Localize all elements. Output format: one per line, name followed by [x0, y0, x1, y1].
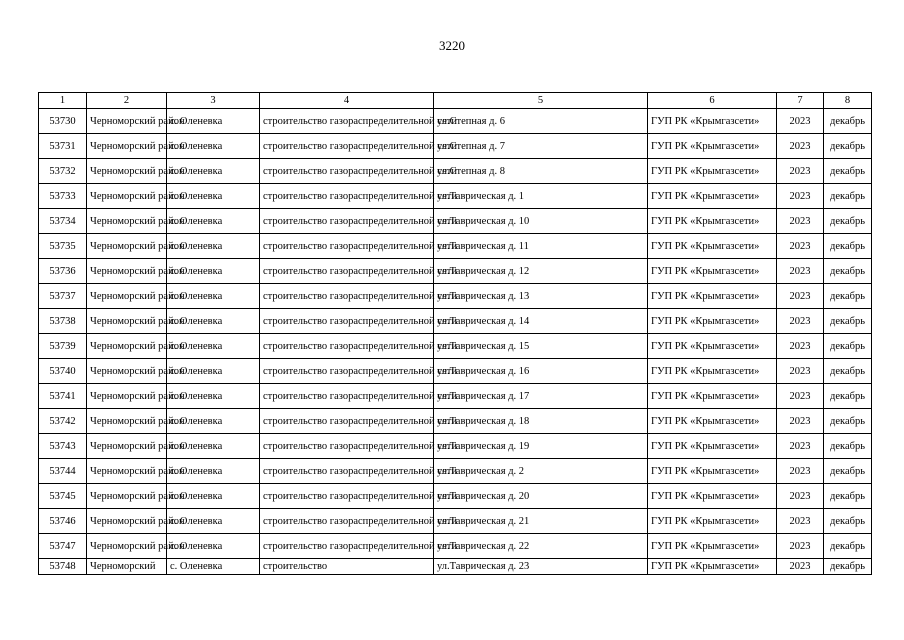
row-number-cell: 53739	[39, 334, 87, 359]
work-type-cell: строительство газораспределительной сети	[260, 184, 434, 209]
address-cell: ул.Таврическая д. 13	[434, 284, 648, 309]
organization-cell: ГУП РК «Крымгазсети»	[648, 259, 777, 284]
organization-cell: ГУП РК «Крымгазсети»	[648, 384, 777, 409]
table-row	[39, 184, 872, 209]
year-cell: 2023	[777, 459, 824, 484]
row-number-cell: 53738	[39, 309, 87, 334]
address-cell: ул.Таврическая д. 22	[434, 534, 648, 559]
address-cell: ул.Степная д. 6	[434, 109, 648, 134]
district-cell: Черноморский район	[87, 209, 167, 234]
table-row	[39, 234, 872, 259]
organization-cell: ГУП РК «Крымгазсети»	[648, 309, 777, 334]
district-cell: Черноморский район	[87, 109, 167, 134]
district-cell: Черноморский район	[87, 334, 167, 359]
year-cell: 2023	[777, 234, 824, 259]
address-cell: ул.Таврическая д. 1	[434, 184, 648, 209]
village-cell: с. Оленевка	[167, 184, 260, 209]
address-cell: ул.Таврическая д. 20	[434, 484, 648, 509]
village-cell: с. Оленевка	[167, 134, 260, 159]
district-cell: Черноморский район	[87, 409, 167, 434]
district-cell: Черноморский район	[87, 509, 167, 534]
month-cell: декабрь	[824, 534, 872, 559]
work-type-cell: строительство газораспределительной сети	[260, 309, 434, 334]
column-header: 6	[648, 93, 777, 109]
organization-cell: ГУП РК «Крымгазсети»	[648, 134, 777, 159]
year-cell: 2023	[777, 284, 824, 309]
address-cell: ул.Таврическая д. 16	[434, 359, 648, 384]
organization-cell: ГУП РК «Крымгазсети»	[648, 359, 777, 384]
village-cell: с. Оленевка	[167, 409, 260, 434]
table-body	[39, 109, 872, 575]
year-cell: 2023	[777, 409, 824, 434]
district-cell: Черноморский	[87, 559, 167, 575]
work-type-cell: строительство газораспределительной сети	[260, 459, 434, 484]
address-cell: ул.Степная д. 7	[434, 134, 648, 159]
column-header: 5	[434, 93, 648, 109]
organization-cell: ГУП РК «Крымгазсети»	[648, 209, 777, 234]
address-cell: ул.Таврическая д. 18	[434, 409, 648, 434]
work-type-cell: строительство газораспределительной сети	[260, 359, 434, 384]
district-cell: Черноморский район	[87, 434, 167, 459]
village-cell: с. Оленевка	[167, 159, 260, 184]
organization-cell: ГУП РК «Крымгазсети»	[648, 234, 777, 259]
village-cell: с. Оленевка	[167, 509, 260, 534]
year-cell: 2023	[777, 184, 824, 209]
organization-cell: ГУП РК «Крымгазсети»	[648, 284, 777, 309]
district-cell: Черноморский район	[87, 534, 167, 559]
work-type-cell: строительство газораспределительной сети	[260, 484, 434, 509]
address-cell: ул.Таврическая д. 21	[434, 509, 648, 534]
table-row	[39, 534, 872, 559]
village-cell: с. Оленевка	[167, 359, 260, 384]
address-cell: ул.Таврическая д. 14	[434, 309, 648, 334]
table-row	[39, 384, 872, 409]
district-cell: Черноморский район	[87, 159, 167, 184]
address-cell: ул.Таврическая д. 12	[434, 259, 648, 284]
row-number-cell: 53730	[39, 109, 87, 134]
district-cell: Черноморский район	[87, 384, 167, 409]
address-cell: ул.Таврическая д. 19	[434, 434, 648, 459]
month-cell: декабрь	[824, 559, 872, 575]
table-row	[39, 134, 872, 159]
column-header: 2	[87, 93, 167, 109]
column-header: 7	[777, 93, 824, 109]
year-cell: 2023	[777, 509, 824, 534]
work-type-cell: строительство газораспределительной сети	[260, 134, 434, 159]
village-cell: с. Оленевка	[167, 484, 260, 509]
address-cell: ул.Таврическая д. 10	[434, 209, 648, 234]
month-cell: декабрь	[824, 109, 872, 134]
address-cell: ул.Таврическая д. 2	[434, 459, 648, 484]
village-cell: с. Оленевка	[167, 534, 260, 559]
work-type-cell: строительство газораспределительной сети	[260, 434, 434, 459]
month-cell: декабрь	[824, 234, 872, 259]
organization-cell: ГУП РК «Крымгазсети»	[648, 334, 777, 359]
table-row	[39, 209, 872, 234]
organization-cell: ГУП РК «Крымгазсети»	[648, 159, 777, 184]
row-number-cell: 53745	[39, 484, 87, 509]
table-row	[39, 434, 872, 459]
year-cell: 2023	[777, 134, 824, 159]
column-header: 1	[39, 93, 87, 109]
organization-cell: ГУП РК «Крымгазсети»	[648, 484, 777, 509]
month-cell: декабрь	[824, 434, 872, 459]
work-type-cell: строительство газораспределительной сети	[260, 534, 434, 559]
month-cell: декабрь	[824, 134, 872, 159]
header-row	[39, 93, 872, 109]
district-cell: Черноморский район	[87, 259, 167, 284]
year-cell: 2023	[777, 309, 824, 334]
table-row	[39, 159, 872, 184]
work-type-cell: строительство газораспределительной сети	[260, 109, 434, 134]
year-cell: 2023	[777, 109, 824, 134]
year-cell: 2023	[777, 434, 824, 459]
address-cell: ул.Таврическая д. 15	[434, 334, 648, 359]
row-number-cell: 53732	[39, 159, 87, 184]
row-number-cell: 53733	[39, 184, 87, 209]
organization-cell: ГУП РК «Крымгазсети»	[648, 534, 777, 559]
work-type-cell: строительство газораспределительной сети	[260, 259, 434, 284]
organization-cell: ГУП РК «Крымгазсети»	[648, 434, 777, 459]
month-cell: декабрь	[824, 284, 872, 309]
row-number-cell: 53748	[39, 559, 87, 575]
month-cell: декабрь	[824, 334, 872, 359]
row-number-cell: 53736	[39, 259, 87, 284]
year-cell: 2023	[777, 384, 824, 409]
village-cell: с. Оленевка	[167, 434, 260, 459]
row-number-cell: 53735	[39, 234, 87, 259]
village-cell: с. Оленевка	[167, 334, 260, 359]
village-cell: с. Оленевка	[167, 459, 260, 484]
column-header: 8	[824, 93, 872, 109]
village-cell: с. Оленевка	[167, 384, 260, 409]
work-type-cell: строительство газораспределительной сети	[260, 334, 434, 359]
row-number-cell: 53746	[39, 509, 87, 534]
work-type-cell: строительство газораспределительной сети	[260, 159, 434, 184]
work-type-cell: строительство газораспределительной сети	[260, 384, 434, 409]
district-cell: Черноморский район	[87, 484, 167, 509]
organization-cell: ГУП РК «Крымгазсети»	[648, 559, 777, 575]
month-cell: декабрь	[824, 409, 872, 434]
month-cell: декабрь	[824, 159, 872, 184]
month-cell: декабрь	[824, 384, 872, 409]
organization-cell: ГУП РК «Крымгазсети»	[648, 459, 777, 484]
row-number-cell: 53741	[39, 384, 87, 409]
month-cell: декабрь	[824, 184, 872, 209]
village-cell: с. Оленевка	[167, 209, 260, 234]
year-cell: 2023	[777, 334, 824, 359]
year-cell: 2023	[777, 259, 824, 284]
table-row	[39, 509, 872, 534]
work-type-cell: строительство газораспределительной сети	[260, 284, 434, 309]
month-cell: декабрь	[824, 309, 872, 334]
month-cell: декабрь	[824, 259, 872, 284]
year-cell: 2023	[777, 559, 824, 575]
month-cell: декабрь	[824, 459, 872, 484]
year-cell: 2023	[777, 159, 824, 184]
year-cell: 2023	[777, 209, 824, 234]
organization-cell: ГУП РК «Крымгазсети»	[648, 409, 777, 434]
row-number-cell: 53731	[39, 134, 87, 159]
district-cell: Черноморский район	[87, 184, 167, 209]
table-row	[39, 559, 872, 575]
district-cell: Черноморский район	[87, 309, 167, 334]
row-number-cell: 53744	[39, 459, 87, 484]
organization-cell: ГУП РК «Крымгазсети»	[648, 109, 777, 134]
district-cell: Черноморский район	[87, 359, 167, 384]
village-cell: с. Оленевка	[167, 284, 260, 309]
row-number-cell: 53734	[39, 209, 87, 234]
row-number-cell: 53743	[39, 434, 87, 459]
row-number-cell: 53742	[39, 409, 87, 434]
table-row	[39, 409, 872, 434]
table-row	[39, 359, 872, 384]
month-cell: декабрь	[824, 484, 872, 509]
row-number-cell: 53747	[39, 534, 87, 559]
work-type-cell: строительство газораспределительной сети	[260, 234, 434, 259]
year-cell: 2023	[777, 534, 824, 559]
address-cell: ул.Таврическая д. 23	[434, 559, 648, 575]
row-number-cell: 53740	[39, 359, 87, 384]
table-row	[39, 109, 872, 134]
column-header: 3	[167, 93, 260, 109]
table-row	[39, 309, 872, 334]
organization-cell: ГУП РК «Крымгазсети»	[648, 184, 777, 209]
village-cell: с. Оленевка	[167, 234, 260, 259]
month-cell: декабрь	[824, 359, 872, 384]
row-number-cell: 53737	[39, 284, 87, 309]
table-row	[39, 284, 872, 309]
village-cell: с. Оленевка	[167, 259, 260, 284]
table-row	[39, 334, 872, 359]
table-row	[39, 259, 872, 284]
work-type-cell: строительство газораспределительной сети	[260, 409, 434, 434]
year-cell: 2023	[777, 484, 824, 509]
village-cell: с. Оленевка	[167, 109, 260, 134]
work-type-cell: строительство	[260, 559, 434, 575]
district-cell: Черноморский район	[87, 284, 167, 309]
month-cell: декабрь	[824, 209, 872, 234]
work-type-cell: строительство газораспределительной сети	[260, 509, 434, 534]
data-table	[38, 92, 872, 575]
district-cell: Черноморский район	[87, 234, 167, 259]
district-cell: Черноморский район	[87, 459, 167, 484]
district-cell: Черноморский район	[87, 134, 167, 159]
year-cell: 2023	[777, 359, 824, 384]
month-cell: декабрь	[824, 509, 872, 534]
address-cell: ул.Степная д. 8	[434, 159, 648, 184]
organization-cell: ГУП РК «Крымгазсети»	[648, 509, 777, 534]
page-number: 3220	[439, 38, 465, 53]
address-cell: ул.Таврическая д. 17	[434, 384, 648, 409]
work-type-cell: строительство газораспределительной сети	[260, 209, 434, 234]
village-cell: с. Оленевка	[167, 309, 260, 334]
address-cell: ул.Таврическая д. 11	[434, 234, 648, 259]
village-cell: с. Оленевка	[167, 559, 260, 575]
table-row	[39, 484, 872, 509]
table-row	[39, 459, 872, 484]
column-header: 4	[260, 93, 434, 109]
